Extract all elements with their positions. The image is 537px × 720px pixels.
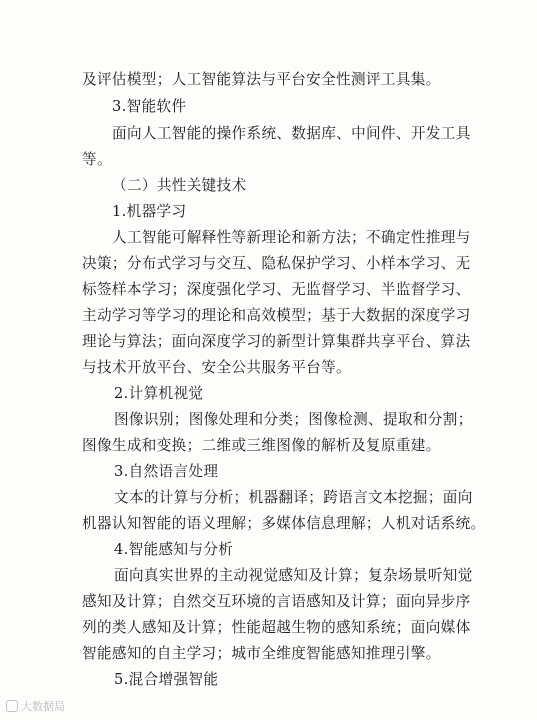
section-heading: 4.智能感知与分析: [114, 541, 234, 558]
text-line: 面向人工智能的操作系统、数据库、中间件、开发工具: [112, 125, 471, 142]
watermark-logo-icon: [6, 700, 18, 712]
text-line: 图像识别；图像处理和分类；图像检测、提取和分割；: [114, 411, 473, 428]
text-line: 面向真实世界的主动视觉感知及计算；复杂场景听知觉: [114, 567, 473, 584]
text-line: 感知及计算；自然交互环境的言语感知及计算；面向异步序: [82, 593, 471, 610]
text-line: 决策；分布式学习与交互、隐私保护学习、小样本学习、无: [82, 255, 471, 272]
watermark: [6, 698, 65, 714]
section-heading: 3.自然语言处理: [114, 463, 219, 480]
text-line: 人工智能可解释性等新理论和新方法；不确定性推理与: [112, 229, 471, 246]
text-line: 图像生成和变换；二维或三维图像的解析及复原重建。: [82, 437, 441, 454]
text-line: 智能感知的自主学习；城市全维度智能感知推理引擎。: [82, 645, 441, 662]
text-line: 主动学习等学习的理论和高效模型；基于大数据的深度学习: [82, 307, 471, 324]
text-line: 标签样本学习；深度强化学习、无监督学习、半监督学习、: [82, 281, 471, 298]
section-heading: 2.计算机视觉: [114, 385, 204, 402]
section-heading: 5.混合增强智能: [114, 671, 219, 688]
text-line: 文本的计算与分析；机器翻译；跨语言文本挖掘；面向: [114, 489, 473, 506]
chapter-heading: （二）共性关键技术: [112, 177, 247, 194]
text-line: 及评估模型；人工智能算法与平台安全性测评工具集。: [82, 71, 441, 88]
section-heading: 3.智能软件: [112, 98, 187, 115]
text-line: 与技术开放平台、安全公共服务平台等。: [82, 359, 351, 376]
watermark-text: 大数据局: [21, 700, 65, 713]
text-line: 机器认知智能的语义理解；多媒体信息理解；人机对话系统。: [82, 515, 486, 532]
section-heading: 1.机器学习: [112, 203, 187, 220]
text-line: 理论与算法；面向深度学习的新型计算集群共享平台、算法: [82, 333, 471, 350]
text-line: 等。: [82, 151, 112, 168]
text-line: 列的类人感知及计算；性能超越生物的感知系统；面向媒体: [82, 619, 471, 636]
